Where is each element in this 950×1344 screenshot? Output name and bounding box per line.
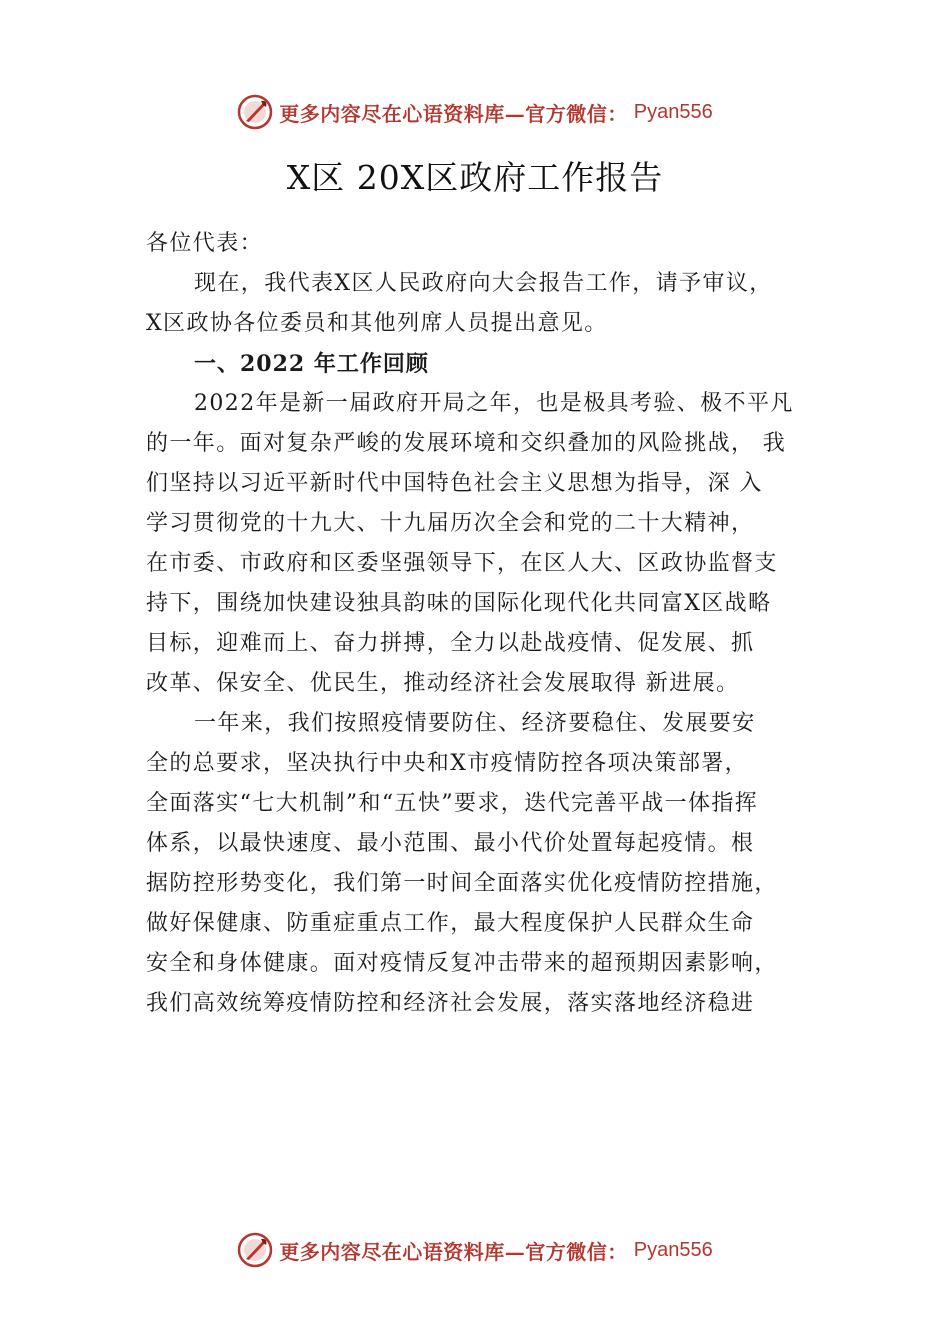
document-title: X区 20X区政府工作报告 — [286, 158, 664, 197]
paragraph-line: 在市委、市政府和区委坚强领导下，在区人大、区政协监督支 — [146, 551, 778, 576]
paragraph-line: 据防控形势变化，我们第一时间全面落实优化疫情防控措施， — [146, 871, 778, 896]
paragraph-line: 体系，以最快速度、最小范围、最小代价处置每起疫情。根 — [146, 831, 755, 856]
paragraph-line: 们坚持以习近平新时代中国特色社会主义思想为指导，深 入 — [146, 471, 763, 496]
paragraph-line: 安全和身体健康。面对疫情反复冲击带来的超预期因素影响， — [146, 951, 778, 976]
paragraph-line: 的一年。面对复杂严峻的发展环境和交织叠加的风险挑战， 我 — [146, 431, 787, 456]
quill-logo-icon — [237, 94, 273, 130]
watermark-wechat-id: Pyan556 — [633, 1238, 713, 1261]
paragraph-line: 改革、保安全、优民生，推动经济社会发展取得 新进展。 — [146, 671, 740, 696]
paragraph-line: 2022年是新一届政府开局之年，也是极具考验、极不平凡 — [194, 391, 794, 416]
paragraph-line: 一年来，我们按照疫情要防住、经济要稳住、发展要安 — [194, 711, 756, 736]
paragraph-line: 全的总要求，坚决执行中央和X市疫情防控各项决策部署， — [146, 751, 749, 776]
paragraph-line: 现在，我代表X区人民政府向大会报告工作，请予审议， — [194, 271, 773, 296]
paragraph-line: 持下，围绕加快建设独具韵味的国际化现代化共同富X区战略 — [146, 591, 772, 616]
quill-logo-icon — [237, 1232, 273, 1268]
document-body — [146, 224, 836, 1024]
watermark-text: 更多内容尽在心语资料库—官方微信： — [279, 1239, 628, 1264]
watermark-text: 更多内容尽在心语资料库—官方微信： — [279, 101, 628, 126]
header-watermark — [0, 94, 950, 130]
watermark-wechat-id: Pyan556 — [633, 100, 713, 123]
paragraph-line: 我们高效统筹疫情防控和经济社会发展，落实落地经济稳进 — [146, 991, 755, 1016]
paragraph-line: 做好保健康、防重症重点工作，最大程度保护人民群众生命 — [146, 911, 755, 936]
section-heading: 一、2022 年工作回顾 — [194, 351, 429, 377]
footer-watermark — [0, 1232, 950, 1268]
salutation: 各位代表： — [146, 231, 264, 256]
paragraph-line: 全面落实“七大机制”和“五快”要求，迭代完善平战一体指挥 — [146, 791, 759, 816]
paragraph-line: X区政协各位委员和其他列席人员提出意见。 — [146, 311, 608, 336]
paragraph-line: 学习贯彻党的十九大、十九届历次全会和党的二十大精神， — [146, 511, 755, 536]
paragraph-line: 目标，迎难而上、奋力拼搏，全力以赴战疫情、促发展、抓 — [146, 631, 755, 656]
